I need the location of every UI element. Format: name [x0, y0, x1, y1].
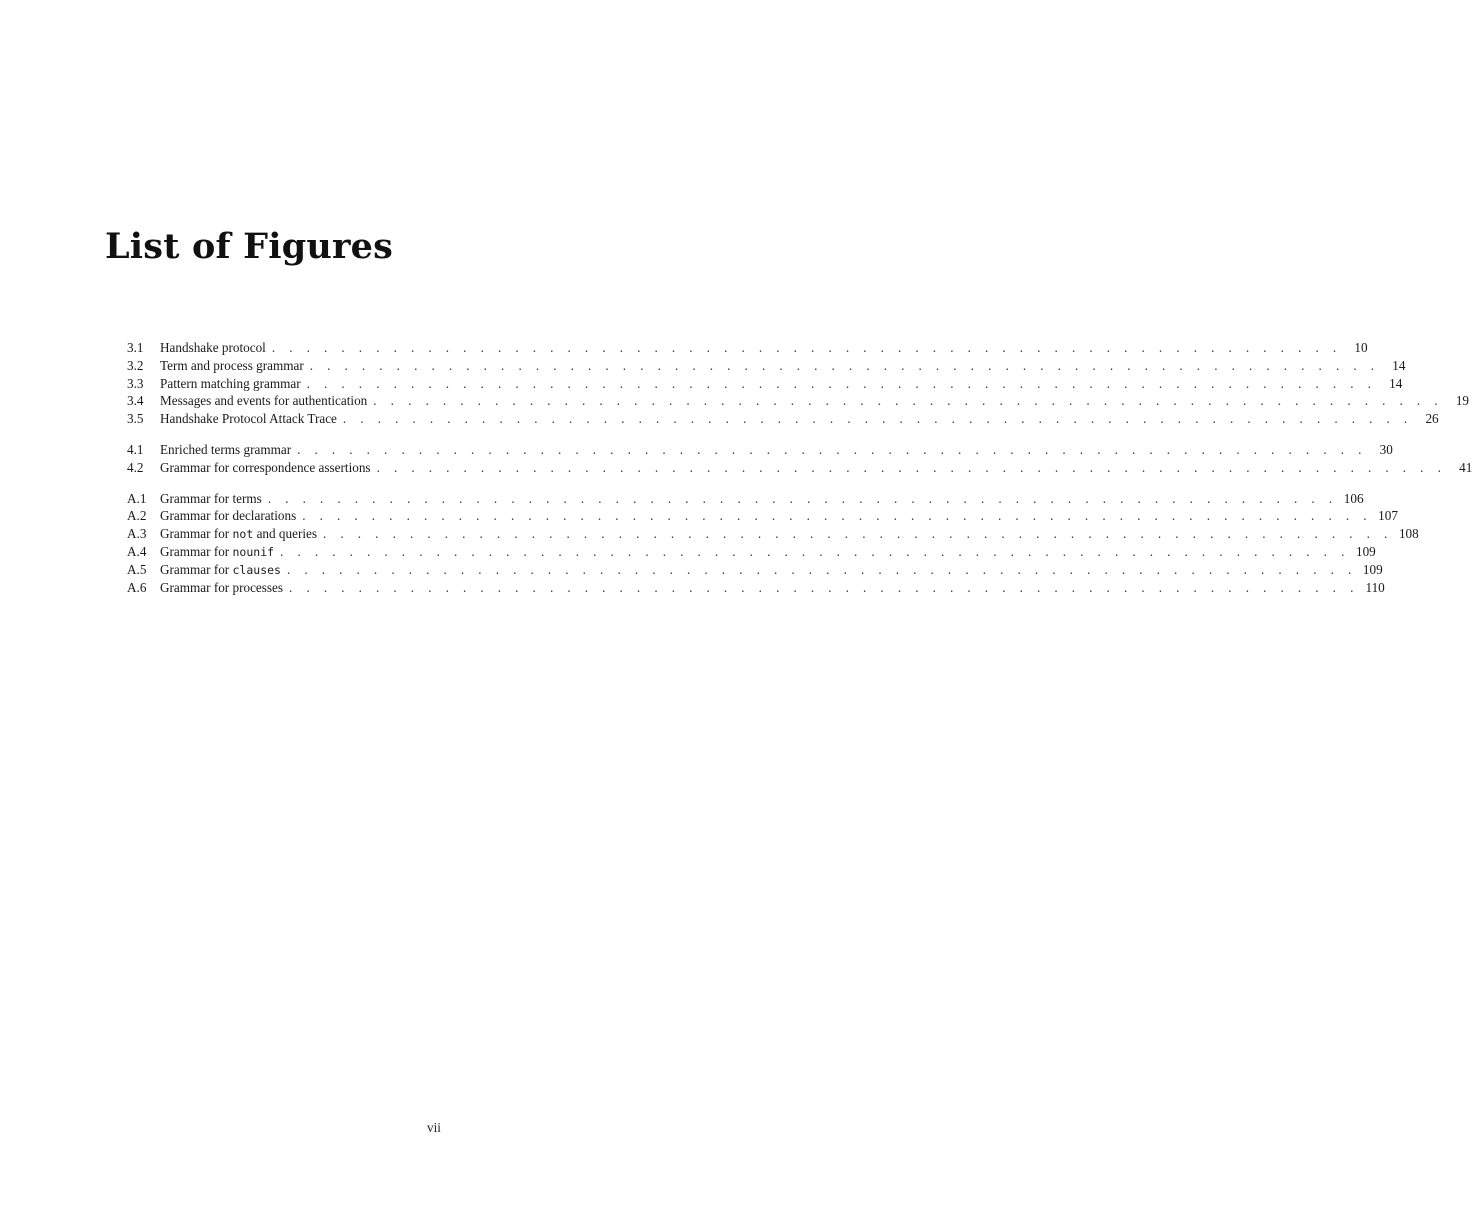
page-number: 109 — [1355, 543, 1376, 559]
figure-entry[interactable] — [127, 459, 1472, 477]
dot-leader: . . . . . . . . . . . . . . . . . . . . . . . . . . . . . . . . . . . . . . . . . . . . . . . . . . . . . . . . . . . . . . — [267, 490, 1338, 506]
dot-leader: . . . . . . . . . . . . . . . . . . . . . . . . . . . . . . . . . . . . . . . . . . . . . . . . . . . . . . . . . . . . . . — [289, 579, 1359, 595]
figure-number: 3.4 — [127, 393, 144, 409]
dot-leader: . . . . . . . . . . . . . . . . . . . . . . . . . . . . . . . . . . . . . . . . . . . . . . . . . . . . . . . . . . . . . . — [302, 508, 1372, 524]
figure-entry[interactable] — [127, 525, 1419, 543]
figure-title: Grammar for terms — [160, 490, 262, 506]
figure-entry[interactable] — [127, 375, 1403, 393]
page-number: 26 — [1425, 411, 1439, 427]
page-folio: vii — [427, 1120, 441, 1135]
figure-title: Term and process grammar — [160, 357, 304, 373]
figure-title: Grammar for correspondence assertions — [160, 459, 371, 475]
figure-title: Handshake Protocol Attack Trace — [160, 411, 337, 427]
figure-entry[interactable] — [127, 339, 1368, 357]
figure-entry[interactable] — [127, 410, 1439, 428]
page-number: 14 — [1389, 375, 1403, 391]
figure-title: Messages and events for authentication — [160, 393, 368, 409]
figure-title: Grammar for declarations — [160, 508, 297, 524]
dot-leader: . . . . . . . . . . . . . . . . . . . . . . . . . . . . . . . . . . . . . . . . . . . . . . . . . . . . . . . . . . . . . . — [286, 561, 1357, 577]
figure-title: Grammar for processes — [160, 579, 284, 595]
figure-number: A.1 — [127, 490, 147, 506]
figure-number: 3.5 — [127, 411, 144, 427]
figure-entry[interactable] — [127, 543, 1376, 561]
figure-group-chapter-3 — [127, 339, 1469, 428]
figure-title-code: nounif — [232, 544, 275, 559]
figure-title: Handshake protocol — [160, 340, 266, 355]
dot-leader: . . . . . . . . . . . . . . . . . . . . . . . . . . . . . . . . . . . . . . . . . . . . . . . . . . . . . . . . . . . . . . — [323, 526, 1393, 542]
dot-leader: . . . . . . . . . . . . . . . . . . . . . . . . . . . . . . . . . . . . . . . . . . . . . . . . . . . . . . . . . . . . . . — [271, 340, 1342, 355]
figure-number: A.2 — [127, 508, 147, 524]
page-number: 109 — [1362, 561, 1383, 577]
figure-entry[interactable] — [127, 579, 1385, 597]
figure-title-prefix: Grammar for — [160, 526, 233, 542]
figure-group-appendix-a — [127, 490, 1419, 597]
figure-number: A.3 — [127, 526, 147, 542]
page-number: 10 — [1354, 340, 1368, 355]
page-number: 30 — [1379, 441, 1393, 457]
dot-leader: . . . . . . . . . . . . . . . . . . . . . . . . . . . . . . . . . . . . . . . . . . . . . . . . . . . . . . . . . . . . . . — [373, 393, 1443, 409]
list-of-figures — [127, 339, 1472, 609]
page-number: 107 — [1378, 508, 1398, 524]
figure-number: 3.2 — [127, 357, 144, 373]
page-number: 19 — [1455, 393, 1469, 409]
dot-leader: . . . . . . . . . . . . . . . . . . . . . . . . . . . . . . . . . . . . . . . . . . . . . . . . . . . . . . . . . . . . . . — [376, 459, 1447, 475]
figure-title — [160, 543, 280, 562]
page-number: 41 — [1459, 459, 1472, 475]
figure-number: A.4 — [127, 543, 147, 559]
figure-title-code: clauses — [232, 562, 281, 577]
dot-leader: . . . . . . . . . . . . . . . . . . . . . . . . . . . . . . . . . . . . . . . . . . . . . . . . . . . . . . . . . . . . . . — [309, 357, 1380, 373]
figure-title — [160, 525, 323, 544]
figure-entry[interactable] — [127, 441, 1393, 459]
figure-number: 3.1 — [127, 340, 144, 355]
page-number: 14 — [1392, 357, 1406, 373]
figure-entry[interactable] — [127, 490, 1364, 508]
page-number: 108 — [1398, 526, 1419, 542]
figure-number: 3.3 — [127, 375, 144, 391]
figure-number: 4.1 — [127, 441, 144, 457]
figure-title-suffix: and queries — [253, 526, 317, 542]
figure-entry[interactable] — [127, 357, 1406, 375]
figure-number: 4.2 — [127, 459, 144, 475]
figure-title: Enriched terms grammar — [160, 441, 292, 457]
page-number: 110 — [1365, 579, 1385, 595]
figure-entry[interactable] — [127, 392, 1469, 410]
page-number: 106 — [1343, 490, 1364, 506]
figure-entry[interactable] — [127, 507, 1398, 525]
figure-entry[interactable] — [127, 561, 1383, 579]
dot-leader: . . . . . . . . . . . . . . . . . . . . . . . . . . . . . . . . . . . . . . . . . . . . . . . . . . . . . . . . . . . . . . — [297, 441, 1367, 457]
figure-title-prefix: Grammar for — [160, 561, 233, 577]
dot-leader: . . . . . . . . . . . . . . . . . . . . . . . . . . . . . . . . . . . . . . . . . . . . . . . . . . . . . . . . . . . . . . — [342, 411, 1413, 427]
figure-title: Pattern matching grammar — [160, 375, 301, 391]
dot-leader: . . . . . . . . . . . . . . . . . . . . . . . . . . . . . . . . . . . . . . . . . . . . . . . . . . . . . . . . . . . . . . — [280, 543, 1350, 559]
figure-title — [160, 561, 287, 580]
figure-title-code: not — [232, 527, 254, 542]
figure-number: A.6 — [127, 579, 147, 595]
figure-number: A.5 — [127, 561, 147, 577]
figure-group-chapter-4 — [127, 441, 1472, 477]
figure-title-prefix: Grammar for — [160, 543, 233, 559]
dot-leader: . . . . . . . . . . . . . . . . . . . . . . . . . . . . . . . . . . . . . . . . . . . . . . . . . . . . . . . . . . . . . . — [306, 375, 1377, 391]
page-title: List of Figures — [105, 226, 394, 267]
